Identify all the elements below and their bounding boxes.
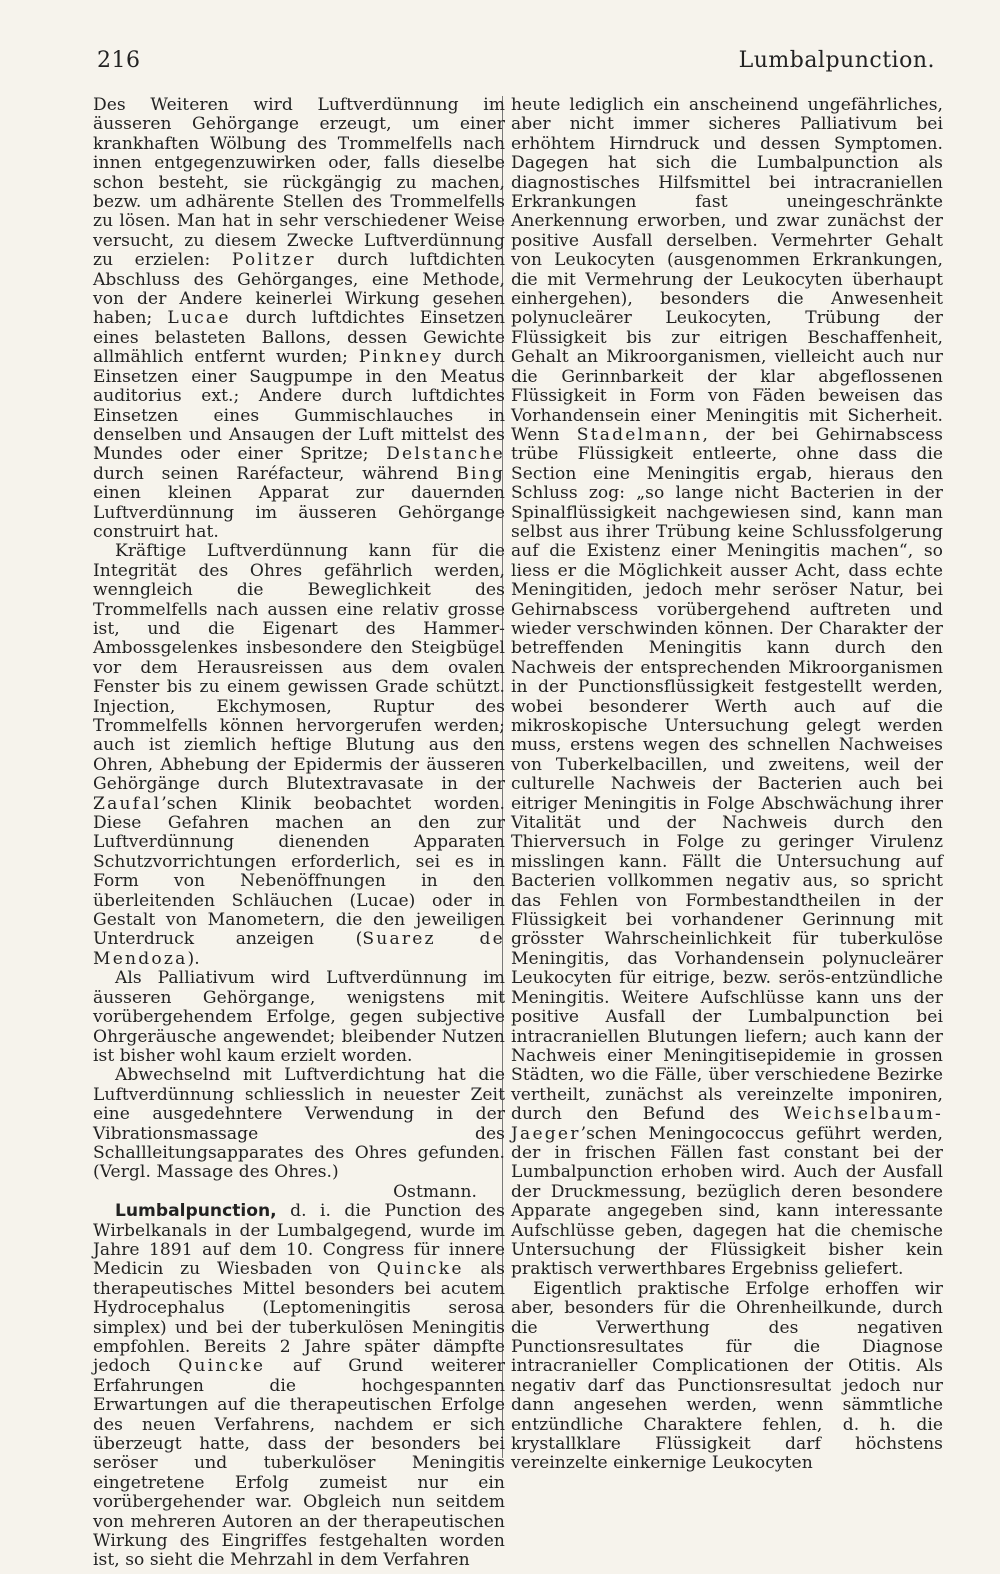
- paragraph-vibration-massage: Abwechselnd mit Luftverdichtung hat die Luftverdünnung schliesslich in neuester Zeit eine ausgedehntere Verwendung in der Vibrationsmassage des Schallleitungsapparates des Ohres gefunden. (Vergl. Massage des Ohres.): [93, 1065, 505, 1183]
- paragraph-diagnostics: [511, 96, 943, 1280]
- author-name: Lucae: [167, 308, 231, 329]
- text-run: ).: [187, 948, 200, 969]
- author-name: Pinkney: [358, 347, 444, 368]
- text-run: einen kleinen Apparat zur dauernden Luftverdünnung im äusseren Gehörgange construirt hat.: [93, 483, 505, 542]
- text-run: durch luftdichten Abschluss des Gehörganges, eine Methode, von der Andere keinerlei Wirkung gesehen haben;: [93, 250, 505, 329]
- author-name: Bing: [456, 463, 505, 484]
- text-run: als therapeutisches Mittel besonders bei acutem Hydrocephalus (Leptomeningitis serosa simplex) und bei der tuberkulösen Meningitis empfohlen. Bereits 2 Jahre später dämpfte jedoch: [93, 1259, 505, 1377]
- running-title: Lumbalpunction.: [738, 48, 935, 73]
- paragraph-palliative: Als Palliativum wird Luftverdünnung im äusseren Gehörgange, wenigstens mit vorübergehendem Erfolge, gegen subjective Ohrgeräusche angewendet; bleibender Nutzen ist bisher wohl kaum erzielt worden.: [93, 968, 505, 1066]
- text-run: Des Weiteren wird Luftverdünnung im äusseren Gehörgange erzeugt, um einer krankhaften Wölbung des Trommelfells nach innen entgegenzuwirken oder, falls dieselbe schon besteht, sie rückgängig zu machen, bezw. um adhärente Stellen des Trommelfells zu lösen. Man hat in sehr verschiedener Weise versucht, zu diesem Zwecke Luftverdünnung zu erzielen:: [93, 95, 505, 271]
- author-name: Quincke: [376, 1259, 464, 1280]
- author-name: Delstanche: [386, 444, 505, 465]
- text-run: ’schen Meningococcus geführt werden, der in frischen Fällen fast constant bei der Lumbalpunction erhoben wird. Auch der Ausfall der Druckmessung, bezüglich deren besondere Apparate angegeben sind, kann interessante Aufschlüsse geben, dagegen hat die chemische Untersuchung der Flüssigkeit bisher kein praktisch verwerthbares Ergebniss geliefert.: [511, 1123, 943, 1280]
- text-run: d. i. die Punction des Wirbelkanals in der Lumbalgegend, wurde im Jahre 1891 auf dem 10. Congress für innere Medicin zu Wiesbaden von: [93, 1201, 505, 1280]
- author-name: Suarez de Mendoza: [93, 929, 505, 969]
- author-name: Zaufal: [93, 793, 162, 814]
- page-header: [95, 48, 935, 88]
- author-name: Politzer: [231, 250, 316, 271]
- left-column: [93, 96, 505, 1571]
- paragraph-dangers: [93, 542, 505, 969]
- author-signature: Ostmann.: [393, 1181, 477, 1202]
- author-name: Weichselbaum-Jaeger: [511, 1104, 943, 1144]
- text-run: , der bei Gehirnabscess trübe Flüssigkeit entleerte, ohne dass die Section eine Meningitis ergab, hieraus den Schluss zog: „so lange nicht Bacterien in der Spinalflüssigkeit nachgewiesen sind, kann man selbst aus ihrer Trübung keine Schlussfolgerung auf die Existenz einer Meningitis machen“, so liess er die Möglichkeit ausser Acht, dass echte Meningitiden, jedoch mehr seröser Natur, bei Gehirnabscess vorübergehend auftreten und wieder verschwinden können. Der Charakter der betreffenden Meningitis kann durch den Nachweis der entsprechenden Mikroorganismen in der Punctionsflüssigkeit festgestellt werden, wobei besonderer Werth auch auf die mikroskopische Untersuchung gelegt werden muss, erstens wegen des schnellen Nachweises von Tuberkelbacillen, und zweitens, weil der culturelle Nachweis der Bacterien auch bei eitriger Meningitis in Folge Abschwächung ihrer Vitalität und der Nachweis durch den Thierversuch in Folge zu geringer Virulenz misslingen kann. Fällt die Untersuchung auf Bacterien vollkommen negativ aus, so spricht das Fehlen von Formbestandtheilen in der Flüssigkeit bei vorhandener Gerinnung mit grösster Wahrscheinlichkeit für tuberkulöse Meningitis, das Vorhandensein polynucleärer Leukocyten für eitrige, bezw. serös-entzündliche Meningitis. Weitere Aufschlüsse kann uns der positive Ausfall der Lumbalpunction bei intracraniellen Blutungen liefern; auch kann der Nachweis einer Meningitisepidemie in grossen Städten, wo die Fälle, über verschiedene Bezirke vertheilt, zunächst als vereinzelte imponiren, durch den Befund des: [511, 424, 943, 1125]
- page-number: 216: [97, 48, 141, 73]
- author-name: Stadelmann: [576, 424, 703, 445]
- paragraph-suction-methods: [93, 96, 505, 542]
- right-column: [511, 96, 943, 1474]
- author-name: Quincke: [178, 1356, 266, 1377]
- text-run: ’schen Klinik beobachtet worden. Diese Gefahren machen an den zur Luftverdünnung dienenden Apparaten Schutzvorrichtungen erforderlich, sei es in Form von Nebenöffnungen in den überleitenden Schläuchen (Lucae) oder in Gestalt von Manometern, die den jeweiligen Unterdruck anzeigen (: [93, 793, 505, 950]
- text-run: durch luftdichtes Einsetzen eines belasteten Ballons, dessen Gewichte allmählich entfernt wurden;: [93, 308, 506, 368]
- text-run: durch seinen Raréfacteur, während: [93, 463, 457, 484]
- text-run: auf Grund weiterer Erfahrungen die hochgespannten Erwartungen auf die therapeutischen Erfolge des neuen Verfahrens, nachdem er sich überzeugt hatte, dass der besonders bei seröser und tuberkulöser Meningitis eingetretene Erfolg zumeist nur ein vorübergehender war. Obgleich nun seitdem von mehreren Autoren an der therapeutischen Wirkung des Eingriffes festgehalten worden ist, so sieht die Mehrzahl in dem Verfahren: [93, 1356, 505, 1571]
- paragraph-lumbalpunction-entry: [93, 1202, 505, 1571]
- entry-headword: Lumbalpunction,: [115, 1201, 277, 1222]
- text-run: Kräftige Luftverdünnung kann für die Integrität des Ohres gefährlich werden, wenngleich die Beweglichkeit des Trommelfells nach aussen eine relativ grosse ist, und die Eigenart des Hammer-Ambossgelenkes insbesondere den Steigbügel vor dem Herausreissen aus dem ovalen Fenster bis zu einem gewissen Grade schützt. Injection, Ekchymosen, Ruptur des Trommelfells können hervorgerufen werden; auch ist ziemlich heftige Blutung aus den Ohren, Abhebung der Epidermis der äusseren Gehörgänge durch Blutextravasate in der: [93, 541, 505, 795]
- text-run: durch Einsetzen einer Saugpumpe in den Meatus auditorius ext.; Andere durch luftdichtes Einsetzen eines Gummischlauches in denselben und Ansaugen der Luft mittelst des Mundes oder einer Spritze;: [93, 347, 505, 465]
- paragraph-practical-results: Eigentlich praktische Erfolge erhoffen wir aber, besonders für die Ohrenheilkunde, durch die Verwerthung des negativen Punctionsresultates für die Diagnose intracranieller Complicationen der Otitis. Als negativ darf das Punctionsresultat jedoch nur dann angesehen werden, wenn sämmtliche entzündliche Charaktere fehlen, d. h. die krystallklare Flüssigkeit darf höchstens vereinzelte einkernige Leukocyten: [511, 1278, 943, 1474]
- text-run: heute lediglich ein anscheinend ungefährliches, aber nicht immer sicheres Palliativum bei erhöhtem Hirndruck und dessen Symptomen. Dagegen hat sich die Lumbalpunction als diagnostisches Hilfsmittel bei intracraniellen Erkrankungen fast uneingeschränkte Anerkennung erworben, und zwar zunächst der positive Ausfall derselben. Vermehrter Gehalt von Leukocyten (ausgenommen Erkrankungen, die mit Vermehrung der Leukocyten überhaupt einhergehen), besonders die Anwesenheit polynucleärer Leukocyten, Trübung der Flüssigkeit bis zur eitrigen Beschaffenheit, Gehalt an Mikroorganismen, vielleicht auch nur die Gerinnbarkeit der klar abgeflossenen Flüssigkeit in Form von Fäden beweisen das Vorhandensein einer Meningitis mit Sicherheit. Wenn: [511, 95, 943, 445]
